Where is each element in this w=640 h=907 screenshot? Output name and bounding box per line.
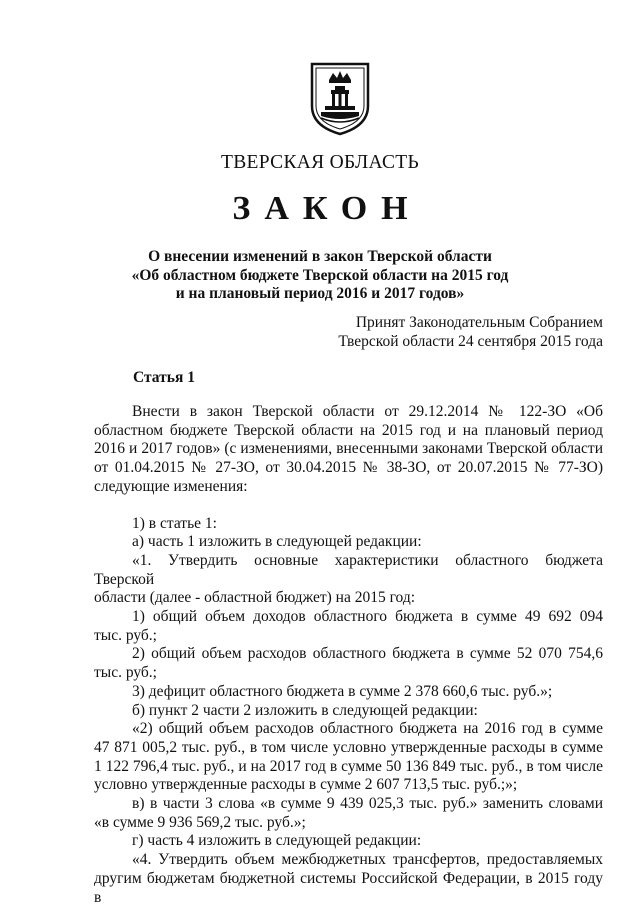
amendment-line: 1) общий объем доходов областного бюджета в сумме 49 692 094 — [132, 608, 603, 626]
subject-line: «Об областном бюджете Тверской области на 2015 год — [131, 266, 509, 284]
amendment-line: условно утвержденные расходы в сумме 2 607 713,5 тыс. руб.;»; — [94, 776, 518, 794]
intro-line: от 01.04.2015 № 27-ЗО, от 30.04.2015 № 38-ЗО, от 20.07.2015 № 77-ЗО) — [94, 459, 603, 477]
document-type-title: ЗАКОН — [232, 190, 422, 227]
intro-line: областном бюджете Тверской области на 2015 год и на плановый период — [94, 421, 603, 439]
amendment-line: тыс. руб.; — [94, 626, 157, 644]
coat-of-arms-icon — [307, 60, 373, 136]
intro-line: 2016 и 2017 годов» (с изменениями, внесенными законами Тверской области — [94, 440, 603, 458]
amendment-line: 3) дефицит областного бюджета в сумме 2 378 660,6 тыс. руб.»; — [132, 682, 553, 700]
law-subject — [0, 248, 640, 304]
amendment-line: «4. Утвердить объем межбюджетных трансфертов, предоставляемых — [132, 851, 603, 869]
amendment-line: б) пункт 2 части 2 изложить в следующей редакции: — [132, 701, 478, 719]
subject-line: и на плановый период 2016 и 2017 годов» — [175, 285, 465, 302]
amendment-line: 2) общий объем расходов областного бюджета в сумме 52 070 754,6 — [132, 645, 603, 663]
intro-line: следующие изменения: — [94, 477, 248, 495]
subject-line: О внесении изменений в закон Тверской области — [148, 248, 492, 265]
adoption-note — [338, 313, 603, 351]
amendment-line: «2) общий объем расходов областного бюджета на 2016 год в сумме — [132, 720, 603, 738]
amendment-line: 47 871 005,2 тыс. руб., в том числе условно утвержденные расходы в сумме — [94, 738, 603, 756]
amendment-line: области (далее - областной бюджет) на 2015 год: — [94, 589, 416, 607]
amendment-line: «1. Утвердить основные характеристики областного бюджета Тверской — [94, 551, 603, 588]
adoption-line: Принят Законодательным Собранием — [355, 314, 603, 331]
article-body — [94, 403, 603, 907]
intro-line: Внести в закон Тверской области от 29.12.2014 № 122-ЗО «Об — [132, 403, 603, 420]
amendment-line: «в сумме 9 936 569,2 тыс. руб.»; — [94, 813, 306, 831]
amendment-line: 1) в статье 1: — [132, 514, 217, 532]
amendment-line: 1 122 796,4 тыс. руб., и на 2017 год в сумме 50 136 849 тыс. руб., в том числе — [94, 757, 603, 775]
amendment-line: другим бюджетам бюджетной системы Российской Федерации, в 2015 году в — [94, 869, 603, 906]
amendment-line: а) часть 1 изложить в следующей редакции: — [132, 533, 422, 551]
amendment-line: тыс. руб.; — [94, 664, 157, 682]
amendment-line: г) часть 4 изложить в следующей редакции: — [132, 832, 422, 850]
adoption-line: Тверской области 24 сентября 2015 года — [338, 333, 603, 350]
amendment-line: в) в части 3 слова «в сумме 9 439 025,3 тыс. руб.» заменить словами — [132, 795, 603, 813]
article-title: Статья 1 — [133, 369, 195, 386]
region-name: ТВЕРСКАЯ ОБЛАСТЬ — [221, 152, 419, 173]
